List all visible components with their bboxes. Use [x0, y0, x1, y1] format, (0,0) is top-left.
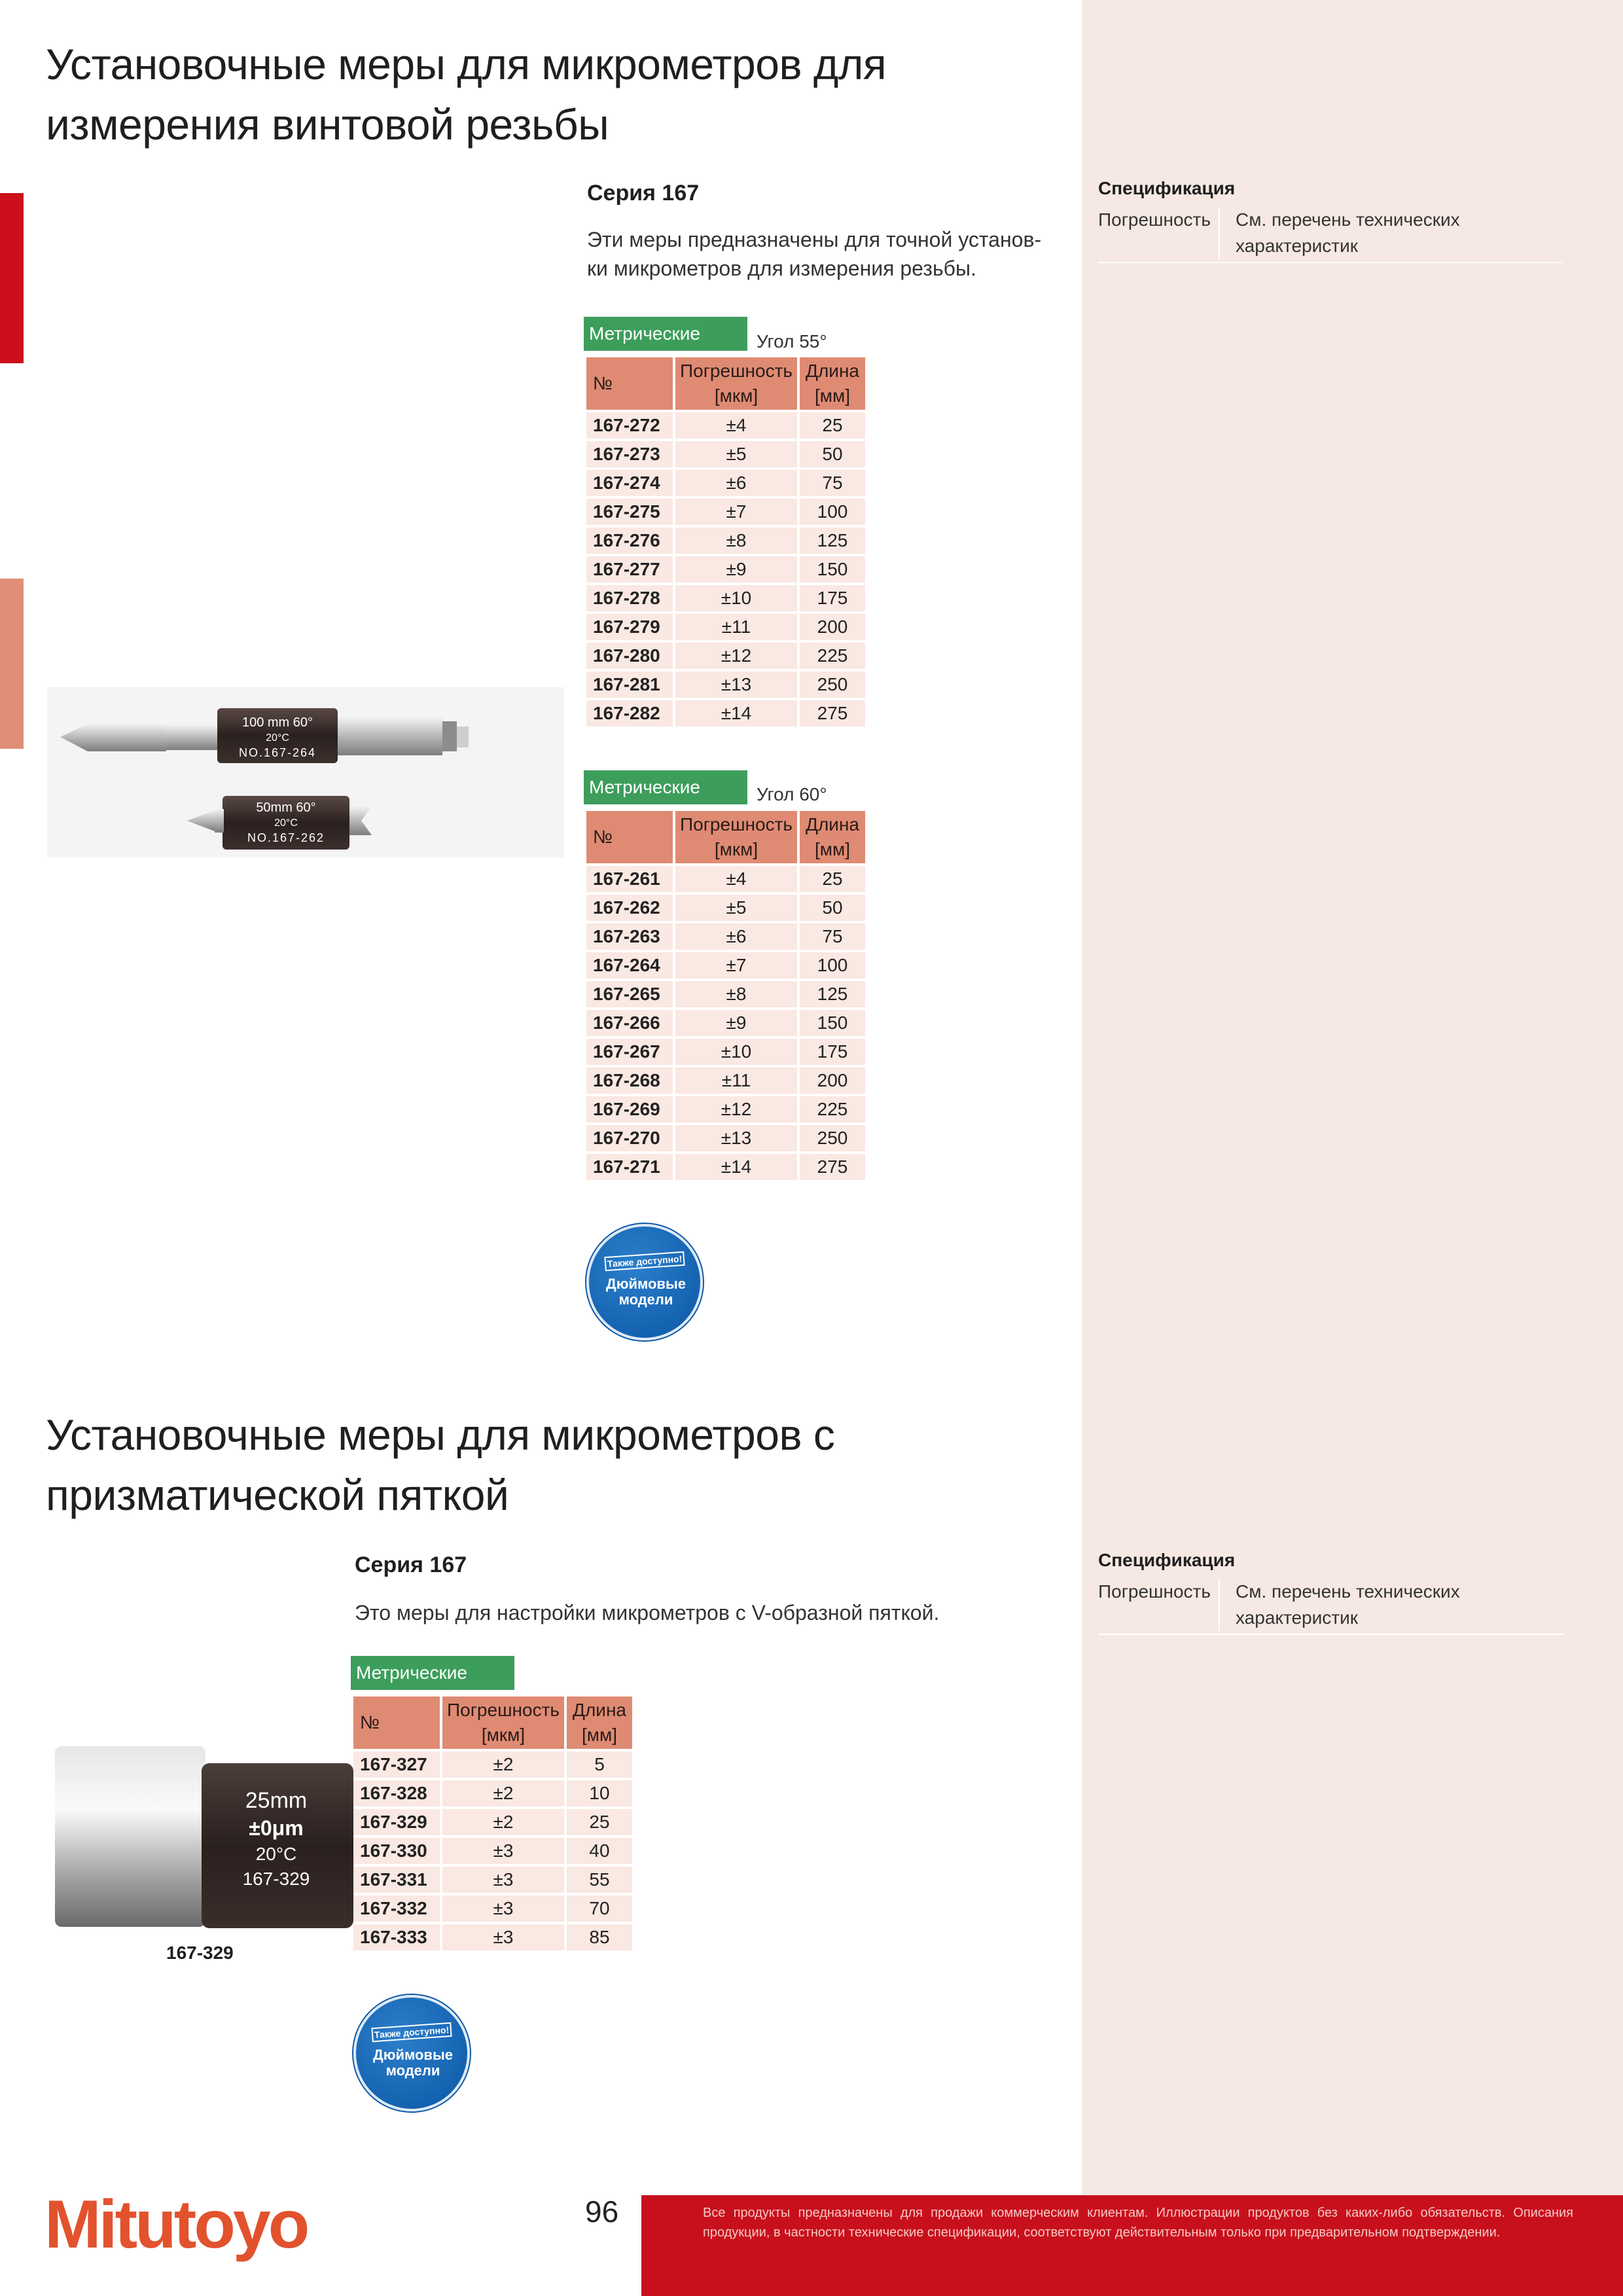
col-header-no: №: [353, 1696, 440, 1749]
cell-length: 75: [800, 924, 865, 950]
table-row: [586, 1154, 865, 1180]
cell-accuracy: ±7: [675, 499, 797, 525]
spec-key: Погрешность: [1098, 207, 1220, 259]
cell-accuracy: ±11: [675, 1067, 797, 1094]
stamp-top-text: Также доступно!: [371, 2022, 452, 2042]
footer-bar: [641, 2195, 1623, 2296]
spec-box: [1098, 1550, 1563, 1635]
cell-length: 25: [800, 866, 865, 892]
inch-models-stamp: [353, 1995, 470, 2111]
gauge-engraving: NO.167-262: [247, 831, 325, 844]
table-row: [586, 1096, 865, 1122]
cell-part-number: 167-333: [353, 1924, 440, 1950]
gauge-engraving: 25mm: [245, 1788, 308, 1813]
table-row: [586, 895, 865, 921]
cell-length: 175: [800, 1039, 865, 1065]
gauge-engraving: 167-329: [242, 1869, 310, 1889]
metric-badge: Метрические: [351, 1656, 514, 1690]
col-header-accuracy: Погрешность [мкм]: [675, 357, 797, 410]
cell-accuracy: ±2: [442, 1780, 564, 1806]
cell-length: 125: [800, 528, 865, 554]
table-row: [586, 441, 865, 467]
table-row: [586, 952, 865, 978]
cell-part-number: 167-282: [586, 700, 673, 726]
cell-accuracy: ±3: [442, 1924, 564, 1950]
stamp-main-text: Дюймовые модели: [373, 2047, 453, 2079]
cell-length: 85: [567, 1924, 632, 1950]
cell-accuracy: ±6: [675, 924, 797, 950]
section2-title: [46, 1405, 834, 1525]
col-header-no: №: [586, 811, 673, 863]
cell-length: 25: [567, 1809, 632, 1835]
cell-part-number: 167-267: [586, 1039, 673, 1065]
cell-accuracy: ±8: [675, 528, 797, 554]
cell-part-number: 167-268: [586, 1067, 673, 1094]
cell-accuracy: ±13: [675, 672, 797, 698]
desc-line: ки микрометров для измерения резьбы.: [587, 257, 976, 280]
cell-accuracy: ±8: [675, 981, 797, 1007]
col-header-length: Длина [мм]: [800, 357, 865, 410]
cell-part-number: 167-330: [353, 1838, 440, 1864]
spec-row: [1098, 1579, 1563, 1635]
cell-part-number: 167-273: [586, 441, 673, 467]
cell-part-number: 167-266: [586, 1010, 673, 1036]
side-tab-marker: [0, 193, 24, 363]
cell-part-number: 167-279: [586, 614, 673, 640]
cell-accuracy: ±4: [675, 412, 797, 439]
section2-description: Это меры для настройки микрометров с V-образной пяткой.: [355, 1601, 940, 1624]
cell-length: 70: [567, 1895, 632, 1922]
metric-badge: Метрические: [584, 770, 747, 804]
table-row: [586, 528, 865, 554]
table-row: [586, 700, 865, 726]
table-row: [586, 866, 865, 892]
cell-length: 10: [567, 1780, 632, 1806]
cell-part-number: 167-263: [586, 924, 673, 950]
table-row: [586, 470, 865, 496]
cell-accuracy: ±5: [675, 895, 797, 921]
cell-length: 200: [800, 614, 865, 640]
stamp-top-text: Также доступно!: [604, 1251, 685, 1271]
table-row: [586, 585, 865, 611]
cell-part-number: 167-275: [586, 499, 673, 525]
cell-accuracy: ±9: [675, 556, 797, 583]
spec-table-55: [584, 355, 868, 729]
cell-part-number: 167-262: [586, 895, 673, 921]
gauge-engraving: 100 mm 60°: [241, 715, 313, 730]
cell-length: 50: [800, 895, 865, 921]
spec-row: [1098, 207, 1563, 263]
cell-part-number: 167-261: [586, 866, 673, 892]
cell-length: 175: [800, 585, 865, 611]
table-row: [353, 1895, 632, 1922]
cell-part-number: 167-274: [586, 470, 673, 496]
inch-models-stamp: [586, 1224, 703, 1340]
cell-part-number: 167-276: [586, 528, 673, 554]
col-header-accuracy: Погрешность [мкм]: [442, 1696, 564, 1749]
cell-part-number: 167-331: [353, 1867, 440, 1893]
cell-part-number: 167-332: [353, 1895, 440, 1922]
page-number: 96: [585, 2195, 619, 2229]
table-row: [586, 924, 865, 950]
col-header-accuracy: Погрешность [мкм]: [675, 811, 797, 863]
cell-accuracy: ±12: [675, 1096, 797, 1122]
prism-setting-gauge-image: [54, 1740, 355, 1933]
cell-accuracy: ±9: [675, 1010, 797, 1036]
gauge-engraving: 20°C: [274, 817, 298, 829]
section1-description: [587, 225, 1041, 283]
cell-part-number: 167-270: [586, 1125, 673, 1151]
cell-accuracy: ±3: [442, 1838, 564, 1864]
spec-value: См. перечень технических характеристик: [1236, 1581, 1460, 1628]
cell-accuracy: ±5: [675, 441, 797, 467]
spec-table-60: [584, 808, 868, 1183]
cell-part-number: 167-269: [586, 1096, 673, 1122]
right-column-panel: [1082, 0, 1623, 2195]
spec-title: Спецификация: [1098, 178, 1236, 198]
cell-accuracy: ±11: [675, 614, 797, 640]
cell-part-number: 167-272: [586, 412, 673, 439]
cell-length: 275: [800, 1154, 865, 1180]
section1-title-line2: измерения винтовой резьбы: [46, 100, 609, 149]
gauge-engraving: NO.167-264: [238, 746, 317, 759]
col-header-length: Длина [мм]: [567, 1696, 632, 1749]
cell-length: 275: [800, 700, 865, 726]
stamp-main-text: Дюймовые модели: [606, 1276, 686, 1308]
cell-length: 150: [800, 556, 865, 583]
cell-accuracy: ±3: [442, 1867, 564, 1893]
cell-length: 225: [800, 1096, 865, 1122]
spec-box: [1098, 178, 1563, 263]
table-row: [586, 1039, 865, 1065]
angle-label: Угол 60°: [757, 784, 827, 804]
image-caption: 167-329: [166, 1943, 234, 1963]
spec-value: См. перечень технических характеристик: [1236, 209, 1460, 256]
cell-accuracy: ±10: [675, 585, 797, 611]
cell-length: 125: [800, 981, 865, 1007]
table-row: [586, 643, 865, 669]
table-row: [586, 1067, 865, 1094]
cell-length: 5: [567, 1751, 632, 1778]
series-label: Серия 167: [355, 1552, 467, 1577]
cell-accuracy: ±6: [675, 470, 797, 496]
cell-part-number: 167-271: [586, 1154, 673, 1180]
desc-line: Эти меры предназначены для точной установ-: [587, 228, 1042, 251]
cell-part-number: 167-328: [353, 1780, 440, 1806]
cell-part-number: 167-278: [586, 585, 673, 611]
table-row: [586, 614, 865, 640]
table-row: [586, 672, 865, 698]
cell-length: 100: [800, 952, 865, 978]
gauge-engraving: 20°C: [255, 1844, 297, 1864]
cell-length: 250: [800, 672, 865, 698]
cell-accuracy: ±12: [675, 643, 797, 669]
table-row: [586, 499, 865, 525]
section1-title: [46, 34, 886, 154]
thread-setting-gauge-image: [47, 687, 564, 857]
section2-title-line2: призматической пяткой: [46, 1471, 509, 1519]
footer-disclaimer: Все продукты предназначены для продажи коммерческим клиентам. Иллюстрации продуктов без каких-либо обязательств. Описания продукции, в частности технические спецификации, соответствуют действительным только при предварительном подтверждении.: [703, 2206, 1573, 2240]
cell-length: 250: [800, 1125, 865, 1151]
cell-length: 55: [567, 1867, 632, 1893]
side-tab-marker-secondary: [0, 579, 24, 749]
section1-title-line1: Установочные меры для микрометров для: [46, 40, 887, 88]
cell-accuracy: ±4: [675, 866, 797, 892]
cell-length: 25: [800, 412, 865, 439]
cell-length: 40: [567, 1838, 632, 1864]
metric-badge: Метрические: [584, 317, 747, 351]
col-header-length: Длина [мм]: [800, 811, 865, 863]
gauge-engraving: 50mm 60°: [256, 800, 316, 815]
table-row: [353, 1751, 632, 1778]
cell-accuracy: ±13: [675, 1125, 797, 1151]
table-row: [586, 1125, 865, 1151]
table-row: [353, 1924, 632, 1950]
table-row: [586, 981, 865, 1007]
spec-table-prism: [351, 1694, 635, 1953]
mitutoyo-logo: Mitutoyo: [45, 2187, 308, 2263]
cell-part-number: 167-265: [586, 981, 673, 1007]
cell-length: 100: [800, 499, 865, 525]
section2-title-line1: Установочные меры для микрометров с: [46, 1410, 835, 1459]
angle-label: Угол 55°: [757, 331, 827, 351]
cell-accuracy: ±7: [675, 952, 797, 978]
gauge-engraving: ±0μm: [249, 1816, 304, 1840]
table-row: [586, 1010, 865, 1036]
cell-part-number: 167-281: [586, 672, 673, 698]
cell-length: 150: [800, 1010, 865, 1036]
cell-accuracy: ±2: [442, 1751, 564, 1778]
table-row: [353, 1780, 632, 1806]
cell-accuracy: ±10: [675, 1039, 797, 1065]
table-row: [353, 1838, 632, 1864]
spec-title: Спецификация: [1098, 1550, 1236, 1570]
cell-part-number: 167-277: [586, 556, 673, 583]
cell-length: 225: [800, 643, 865, 669]
cell-part-number: 167-280: [586, 643, 673, 669]
gauge-engraving: 20°C: [266, 732, 289, 744]
cell-length: 75: [800, 470, 865, 496]
cell-part-number: 167-327: [353, 1751, 440, 1778]
spec-key: Погрешность: [1098, 1579, 1220, 1631]
series-label: Серия 167: [587, 181, 700, 206]
table-row: [586, 556, 865, 583]
col-header-no: №: [586, 357, 673, 410]
cell-accuracy: ±14: [675, 700, 797, 726]
table-row: [353, 1809, 632, 1835]
table-row: [586, 412, 865, 439]
cell-part-number: 167-329: [353, 1809, 440, 1835]
cell-accuracy: ±2: [442, 1809, 564, 1835]
cell-length: 200: [800, 1067, 865, 1094]
cell-accuracy: ±3: [442, 1895, 564, 1922]
cell-part-number: 167-264: [586, 952, 673, 978]
table-row: [353, 1867, 632, 1893]
cell-accuracy: ±14: [675, 1154, 797, 1180]
cell-length: 50: [800, 441, 865, 467]
